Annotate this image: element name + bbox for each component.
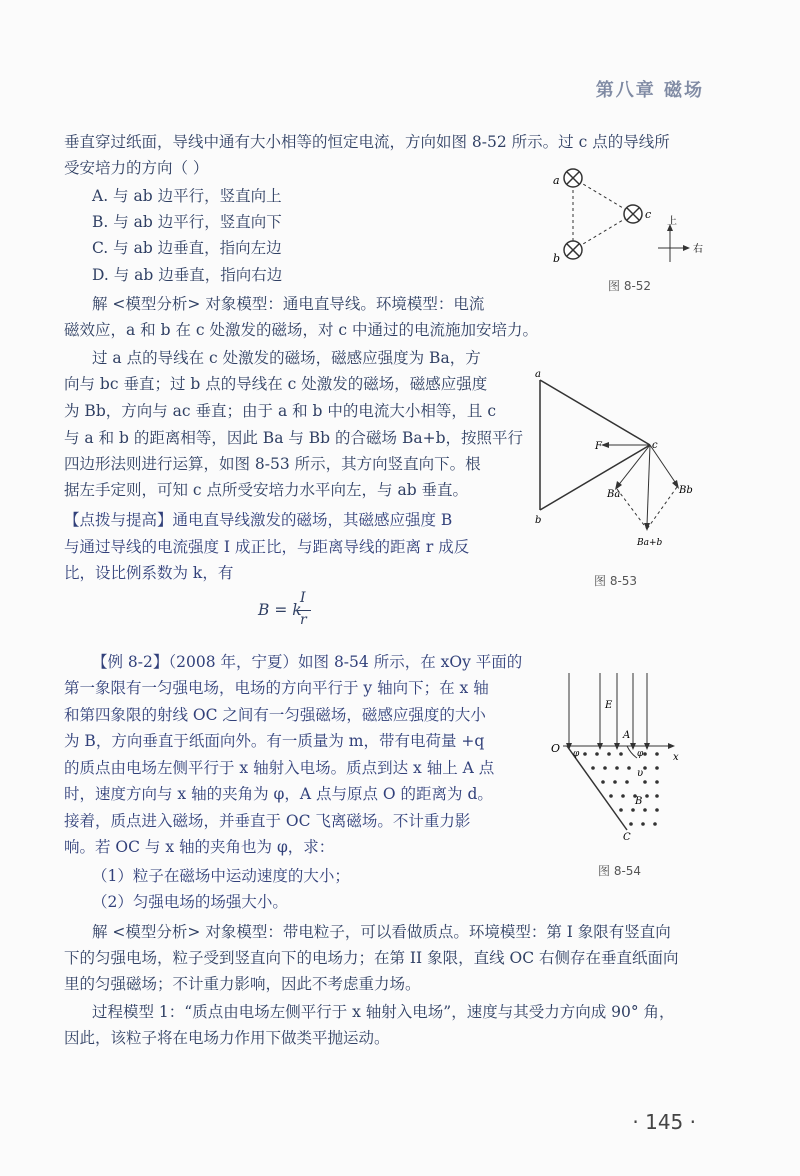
solution1-line: 为 Bb，方向与 ac 垂直；由于 a 和 b 中的电流大小相等，且 c <box>64 402 496 420</box>
label-F: F <box>595 441 602 452</box>
caption-8-54: 图 8-54 <box>598 864 642 878</box>
formula-lhs: B = k <box>258 601 302 619</box>
example-line: 响。若 OC 与 x 轴的夹角也为 φ，求： <box>64 838 335 856</box>
wire-c-icon <box>624 205 642 223</box>
tip-line: 【点拨与提高】通电直导线激发的磁场，其磁感应强度 B <box>64 511 453 529</box>
solution1-line: 磁效应，a 和 b 在 c 处激发的磁场，对 c 中通过的电流施加安培力。 <box>64 321 539 339</box>
label-phi-A: φ <box>637 749 644 759</box>
tip-line: 比，设比例系数为 k，有 <box>64 564 234 582</box>
page-number: · 145 · <box>632 1110 696 1134</box>
label-Bab: Ba+b <box>637 538 663 548</box>
label-Ba: Ba <box>607 489 621 500</box>
problem-intro-line-2: 受安培力的方向（ ） <box>64 159 209 177</box>
label-C: C <box>623 832 631 843</box>
problem-intro-line-1: 垂直穿过纸面，导线中通有大小相等的恒定电流，方向如图 8-52 所示。过 c 点的导线所 <box>64 133 670 151</box>
solution1-line: 四边形法则进行运算，如图 8-53 所示，其方向竖直向下。根 <box>64 455 481 473</box>
solution1-line: 据左手定则，可知 c 点所受安培力水平向左，与 ab 垂直。 <box>64 481 469 499</box>
example-line: 和第四象限的射线 OC 之间有一匀强磁场，磁感应强度的大小 <box>64 706 486 724</box>
option-b: B. 与 ab 边平行，竖直向下 <box>92 213 282 231</box>
label-A: A <box>623 730 631 741</box>
solution1-line: 过 a 点的导线在 c 处激发的磁场，磁感应强度为 Ba，方 <box>92 349 481 367</box>
example-line: 【例 8-2】（2008 年，宁夏）如图 8-54 所示，在 xOy 平面的 <box>92 653 523 671</box>
wire-b-icon <box>564 241 582 259</box>
label-c: c <box>652 440 658 451</box>
label-c: c <box>645 208 652 221</box>
label-E: E <box>605 700 613 711</box>
option-c: C. 与 ab 边垂直，指向左边 <box>92 239 282 257</box>
caption-8-52: 图 8-52 <box>608 279 652 293</box>
label-up: 上 <box>667 216 677 227</box>
label-a: a <box>535 369 541 380</box>
example-question-1: （1）粒子在磁场中运动速度的大小； <box>92 867 350 885</box>
label-right: 右 <box>693 244 703 255</box>
formula-denominator: r <box>300 612 307 628</box>
label-B: B <box>635 796 643 807</box>
label-Bb: Bb <box>679 485 693 496</box>
label-v: υ <box>637 768 644 779</box>
direction-compass-icon <box>658 224 690 262</box>
example-question-2: （2）匀强电场的场强大小。 <box>92 893 288 911</box>
label-a: a <box>553 174 560 187</box>
solution2-line: 解 <模型分析> 对象模型：带电粒子，可以看做质点。环境模型：第 I 象限有竖直向 <box>92 923 671 941</box>
formula-numerator: I <box>300 590 306 606</box>
figure-8-54 <box>545 668 685 848</box>
solution1-line: 解 <模型分析> 对象模型：通电直导线。环境模型：电流 <box>92 295 485 313</box>
solution2-line: 里的匀强磁场；不计重力影响，因此不考虑重力场。 <box>64 975 421 993</box>
example-line: 的质点由电场左侧平行于 x 轴射入电场。质点到达 x 轴上 A 点 <box>64 759 495 777</box>
label-b: b <box>553 252 561 265</box>
wire-a-icon <box>564 169 582 187</box>
chapter-header: 第八章 磁场 <box>595 80 704 101</box>
solution2-line: 因此，该粒子将在电场力作用下做类平抛运动。 <box>64 1029 390 1047</box>
solution1-line: 与 a 和 b 的距离相等，因此 Ba 与 Bb 的合磁场 Ba+b，按照平行 <box>64 429 523 447</box>
solution2-line: 下的匀强电场，粒子受到竖直向下的电场力；在第 II 象限，直线 OC 右侧存在垂直纸面向 <box>64 949 679 967</box>
solution1-line: 向与 bc 垂直；过 b 点的导线在 c 处激发的磁场，磁感应强度 <box>64 375 488 393</box>
example-line: 第一象限有一匀强电场，电场的方向平行于 y 轴向下；在 x 轴 <box>64 679 489 697</box>
label-x: x <box>673 752 679 763</box>
example-line: 接着，质点进入磁场，并垂直于 OC 飞离磁场。不计重力影 <box>64 812 471 830</box>
caption-8-53: 图 8-53 <box>594 574 638 588</box>
option-a: A. 与 ab 边平行，竖直向上 <box>92 187 282 205</box>
magnetic-field-dots <box>583 752 659 826</box>
option-d: D. 与 ab 边垂直，指向右边 <box>92 266 283 284</box>
figure-8-53 <box>525 365 705 565</box>
solution2-line: 过程模型 1：“质点由电场左侧平行于 x 轴射入电场”，速度与其受力方向成 90° 角， <box>92 1003 675 1021</box>
label-phi-O: φ <box>573 749 580 759</box>
figure-8-52 <box>545 160 715 270</box>
label-O: O <box>551 742 561 755</box>
example-line: 为 B，方向垂直于纸面向外。有一质量为 m，带有电荷量 +q <box>64 732 485 750</box>
example-line: 时，速度方向与 x 轴的夹角为 φ，A 点与原点 O 的距离为 d。 <box>64 785 493 803</box>
tip-line: 与通过导线的电流强度 I 成正比，与距离导线的距离 r 成反 <box>64 538 470 556</box>
label-b: b <box>535 515 542 526</box>
